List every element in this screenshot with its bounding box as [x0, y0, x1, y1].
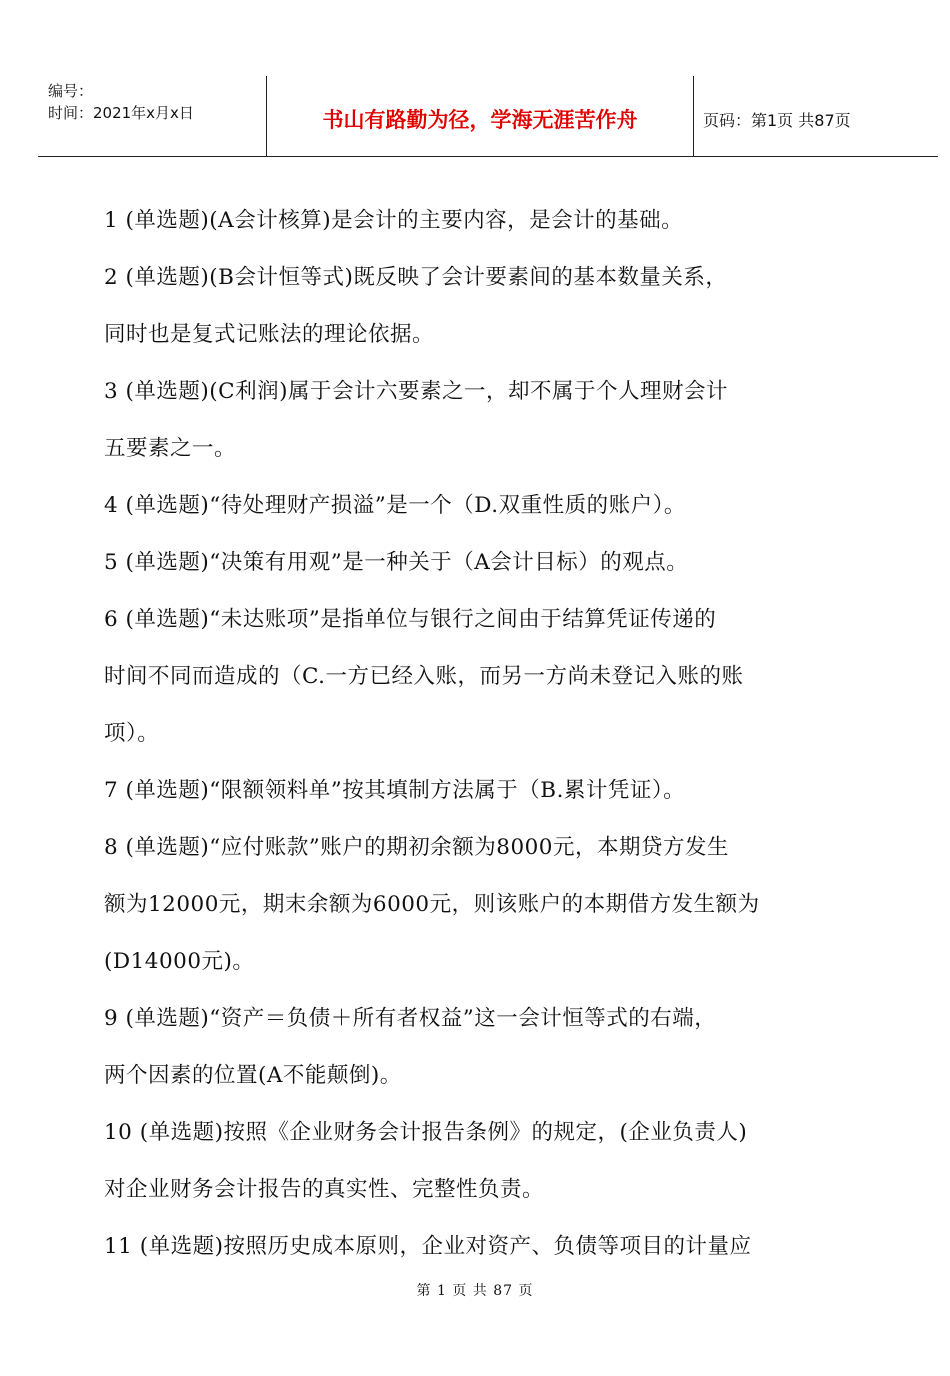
text-line: 8 (单选题)“应付账款”账户的期初余额为8000元，本期贷方发生	[104, 835, 729, 860]
page-footer: 第 1 页 共 87 页	[416, 1283, 534, 1299]
text-line: 11 (单选题)按照历史成本原则，企业对资产、负债等项目的计量应	[104, 1234, 752, 1259]
text-line: 9 (单选题)“资产＝负债＋所有者权益”这一会计恒等式的右端，	[104, 1006, 717, 1031]
header-page-cell	[693, 76, 938, 156]
text-line: 五要素之一。	[104, 436, 237, 461]
text-line: 同时也是复式记账法的理论依据。	[104, 322, 435, 347]
text-line: 3 (单选题)(C利润)属于会计六要素之一，却不属于个人理财会计	[104, 379, 729, 404]
text-line: 额为12000元，期末余额为6000元，则该账户的本期借方发生额为	[104, 892, 760, 917]
text-line: 7 (单选题)“限额领料单”按其填制方法属于（B.累计凭证）。	[104, 778, 686, 803]
document-header	[38, 76, 938, 157]
text-line: 5 (单选题)“决策有用观”是一种关于（A会计目标）的观点。	[104, 550, 689, 575]
document-date: 时间：2021年x月x日	[48, 104, 194, 122]
question-list	[104, 192, 874, 1275]
header-meta-cell	[38, 76, 266, 156]
text-line: 6 (单选题)“未达账项”是指单位与银行之间由于结算凭证传递的	[104, 607, 717, 632]
text-line: 1 (单选题)(A会计核算)是会计的主要内容，是会计的基础。	[104, 208, 684, 233]
header-motto: 书山有路勤为径，学海无涯苦作舟	[322, 108, 638, 132]
header-motto-cell	[266, 76, 694, 156]
text-line: 对企业财务会计报告的真实性、完整性负责。	[104, 1177, 545, 1202]
text-line: 2 (单选题)(B会计恒等式)既反映了会计要素间的基本数量关系，	[104, 265, 728, 290]
document-number-label: 编号：	[48, 82, 94, 100]
header-page-info: 页码：第1页 共87页	[703, 111, 851, 130]
text-line: 项）。	[104, 721, 160, 746]
text-line: 两个因素的位置(A不能颠倒)。	[104, 1063, 402, 1088]
text-line: 4 (单选题)“待处理财产损溢”是一个（D.双重性质的账户）。	[104, 493, 686, 518]
text-line: 10 (单选题)按照《企业财务会计报告条例》的规定，(企业负责人)	[104, 1120, 748, 1145]
text-line: (D14000元)。	[104, 949, 255, 974]
text-line: 时间不同而造成的（C.一方已经入账，而另一方尚未登记入账的账	[104, 664, 744, 689]
